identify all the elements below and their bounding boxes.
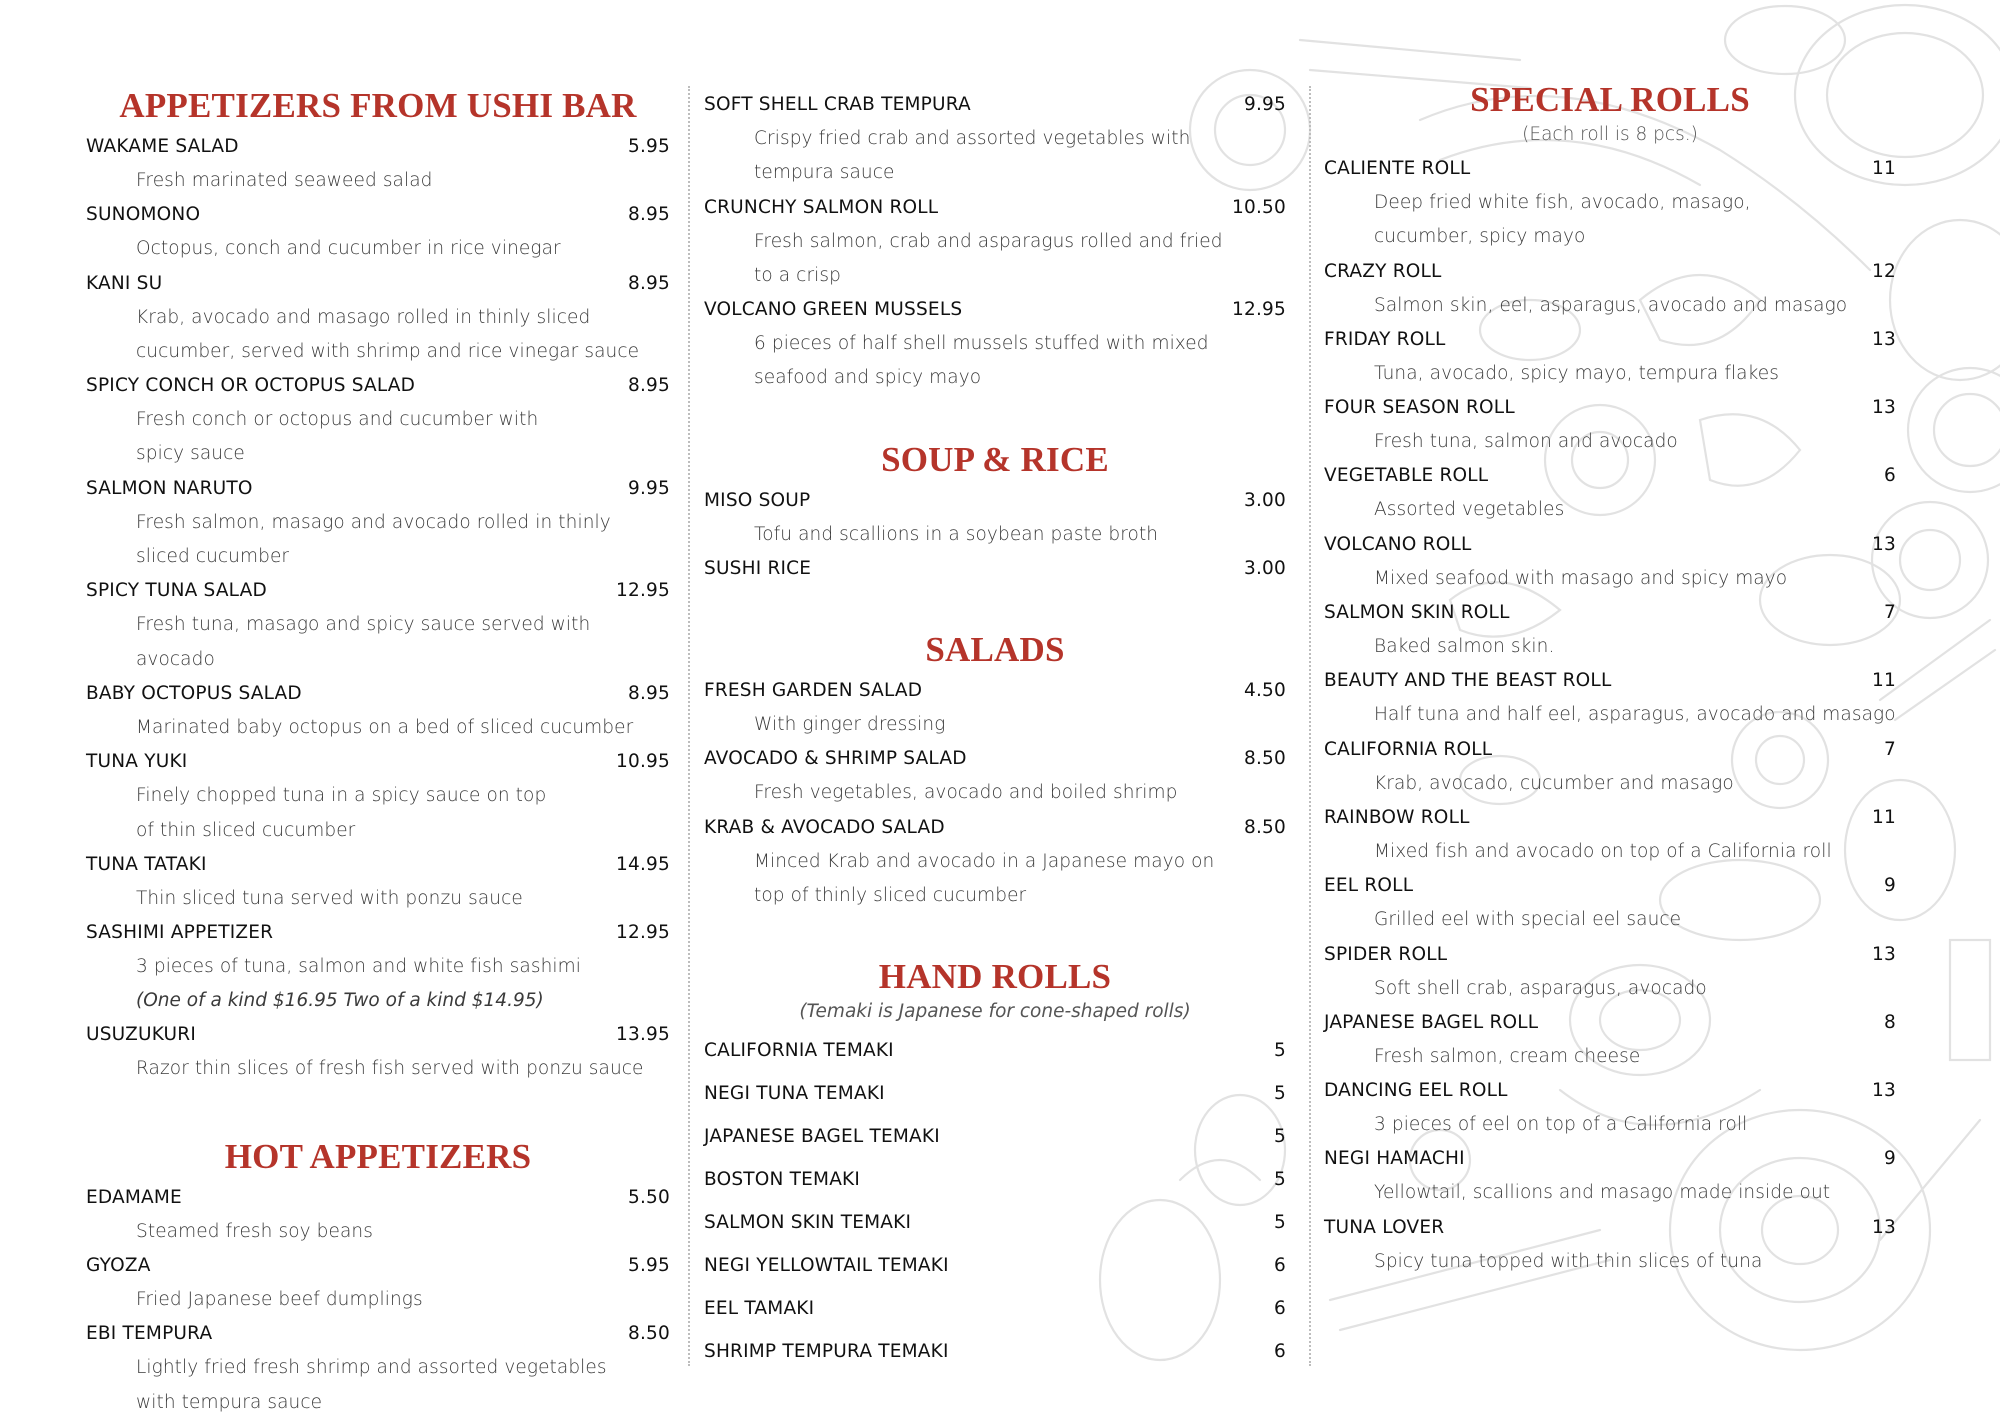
menu-item-description: Razor thin slices of fresh fish served with ponzu sauce bbox=[136, 1058, 644, 1080]
menu-item-price: 13 bbox=[1872, 943, 1896, 965]
menu-item-name: SUNOMONO bbox=[86, 204, 201, 226]
menu-item-name: SALMON SKIN ROLL bbox=[1324, 602, 1510, 624]
menu-item-description: Fresh salmon, masago and avocado rolled in thinly sliced cucumber bbox=[136, 511, 611, 568]
menu-item-price: 5 bbox=[1274, 1169, 1286, 1191]
menu-item-description: Crispy fried crab and assorted vegetables with tempura sauce bbox=[754, 128, 1191, 184]
menu-item-name: CALIENTE ROLL bbox=[1324, 158, 1471, 179]
menu-item-description: Yellowtail, scallions and masago made inside out bbox=[1374, 1182, 1831, 1204]
menu-item bbox=[1324, 938, 1896, 972]
menu-item-name: CALIFORNIA TEMAKI bbox=[704, 1040, 894, 1062]
menu-item-name: JAPANESE BAGEL ROLL bbox=[1324, 1011, 1539, 1033]
menu-item bbox=[704, 1158, 1286, 1201]
section-heading-hand-rolls: HAND ROLLS bbox=[878, 957, 1112, 997]
menu-item-price: 10.95 bbox=[616, 751, 670, 773]
menu-item-name: CRAZY ROLL bbox=[1324, 260, 1442, 282]
menu-item-description: Baked salmon skin. bbox=[1374, 636, 1555, 658]
menu-item-description: Grilled eel with special eel sauce bbox=[1374, 909, 1682, 931]
middle-appetizers-list bbox=[704, 88, 1286, 396]
menu-item bbox=[704, 88, 1286, 122]
section-heading-soup-rice: SOUP & RICE bbox=[881, 439, 1109, 479]
menu-item-name: MISO SOUP bbox=[704, 489, 811, 511]
menu-item-name: EDAMAME bbox=[86, 1186, 182, 1208]
menu-item-price: 8.50 bbox=[1244, 748, 1286, 770]
menu-item bbox=[1324, 323, 1896, 357]
menu-item-price: 5 bbox=[1274, 1040, 1286, 1062]
menu-item-name: TUNA TATAKI bbox=[86, 853, 207, 875]
menu-item-price: 11 bbox=[1872, 806, 1896, 828]
special-rolls-list bbox=[1324, 152, 1896, 1279]
menu-item-description: Spicy tuna topped with thin slices of tuna bbox=[1374, 1250, 1763, 1272]
menu-item-description: Marinated baby octopus on a bed of sliced cucumber bbox=[136, 716, 634, 738]
menu-item-name: SPIDER ROLL bbox=[1324, 943, 1448, 965]
middle-column bbox=[704, 88, 1286, 1373]
menu-item-description: Fresh salmon, crab and asparagus rolled and fried to a crisp bbox=[754, 230, 1223, 286]
menu-item-description: Fresh tuna, masago and spicy sauce served with avocado bbox=[136, 614, 591, 670]
menu-item-description: Fresh vegetables, avocado and boiled shrimp bbox=[754, 782, 1178, 804]
menu-item-price: 5.95 bbox=[628, 1255, 670, 1277]
menu-item bbox=[1324, 664, 1896, 698]
menu-item-price: 13 bbox=[1872, 328, 1896, 350]
salads-list bbox=[704, 674, 1286, 913]
menu-item bbox=[86, 130, 670, 164]
menu-item-price: 3.00 bbox=[1244, 489, 1286, 511]
menu-item-description: Tofu and scallions in a soybean paste broth bbox=[754, 523, 1159, 545]
menu-item-name: SALMON SKIN TEMAKI bbox=[704, 1212, 912, 1234]
menu-item bbox=[1324, 528, 1896, 562]
menu-item bbox=[86, 472, 670, 506]
menu-item-name: SUSHI RICE bbox=[704, 558, 812, 580]
menu-item-description: Half tuna and half eel, asparagus, avocado and masago bbox=[1374, 704, 1896, 726]
menu-item bbox=[1324, 596, 1896, 630]
menu-item-description: Assorted vegetables bbox=[1374, 499, 1565, 521]
menu-item-name: TUNA YUKI bbox=[86, 751, 188, 773]
menu-item-price: 8.50 bbox=[1244, 816, 1286, 838]
menu-item-description: Fresh conch or octopus and cucumber with spicy sauce bbox=[136, 409, 539, 465]
menu-item bbox=[86, 745, 670, 779]
menu-item-name: GYOZA bbox=[86, 1255, 151, 1277]
menu-item-name: NEGI YELLOWTAIL TEMAKI bbox=[704, 1255, 949, 1277]
menu-item-price: 5 bbox=[1274, 1083, 1286, 1105]
menu-item-name: BABY OCTOPUS SALAD bbox=[86, 682, 302, 704]
menu-item bbox=[1324, 733, 1896, 767]
menu-item-name: VOLCANO GREEN MUSSELS bbox=[704, 299, 963, 321]
menu-item-name: SPICY TUNA SALAD bbox=[86, 580, 267, 602]
menu-item-price: 13 bbox=[1872, 533, 1896, 555]
menu-item-description: Krab, avocado and masago rolled in thinly sliced cucumber, served with shrimp and rice vinegar sauce bbox=[136, 306, 640, 362]
menu-item-price: 8.50 bbox=[628, 1323, 670, 1345]
menu-item-subnote: (One of a kind $16.95 Two of a kind $14.95) bbox=[136, 990, 544, 1012]
menu-item-description: Fresh salmon, cream cheese bbox=[1374, 1045, 1641, 1067]
menu-item-description: Fresh tuna, salmon and avocado bbox=[1374, 431, 1678, 453]
menu-item bbox=[86, 1181, 670, 1215]
menu-item-description: Fried Japanese beef dumplings bbox=[136, 1289, 423, 1311]
menu-item bbox=[704, 1287, 1286, 1330]
menu-item-description: Minced Krab and avocado in a Japanese mayo on top of thinly sliced cucumber bbox=[754, 850, 1215, 906]
menu-item-price: 3.00 bbox=[1244, 558, 1286, 580]
menu-item bbox=[704, 191, 1286, 225]
menu-item-name: FRIDAY ROLL bbox=[1324, 328, 1446, 350]
menu-item-price: 8.95 bbox=[628, 272, 670, 294]
column-divider-right bbox=[1309, 86, 1311, 1366]
menu-item-name: EEL TAMAKI bbox=[704, 1298, 815, 1320]
menu-item bbox=[704, 1029, 1286, 1072]
menu-item-description: Fresh marinated seaweed salad bbox=[136, 170, 433, 191]
menu-item-price: 8.95 bbox=[628, 204, 670, 226]
menu-item-name: SASHIMI APPETIZER bbox=[86, 922, 274, 944]
menu-item bbox=[86, 1018, 670, 1052]
menu-item-description: Tuna, avocado, spicy mayo, tempura flakes bbox=[1374, 362, 1779, 384]
menu-item bbox=[1324, 1211, 1896, 1245]
menu-item-price: 6 bbox=[1884, 465, 1896, 487]
menu-item bbox=[704, 1201, 1286, 1244]
left-column bbox=[86, 82, 670, 1420]
menu-item-name: CRUNCHY SALMON ROLL bbox=[704, 196, 939, 218]
menu-item-name: RAINBOW ROLL bbox=[1324, 806, 1470, 828]
menu-item-name: CALIFORNIA ROLL bbox=[1324, 738, 1493, 760]
menu-item-price: 9.95 bbox=[628, 477, 670, 499]
section-heading-special-rolls: SPECIAL ROLLS bbox=[1470, 80, 1750, 119]
menu-item-price: 11 bbox=[1872, 670, 1896, 692]
menu-item-description: Steamed fresh soy beans bbox=[136, 1220, 373, 1242]
menu-item-price: 7 bbox=[1884, 602, 1896, 624]
menu-item-name: VOLCANO ROLL bbox=[1324, 533, 1472, 555]
menu-item-price: 12 bbox=[1872, 260, 1896, 282]
menu-item-name: USUZUKURI bbox=[86, 1024, 196, 1046]
menu-item-price: 9 bbox=[1884, 875, 1896, 897]
menu-item bbox=[1324, 801, 1896, 835]
menu-item-name: BOSTON TEMAKI bbox=[704, 1169, 861, 1191]
menu-item-name: EEL ROLL bbox=[1324, 875, 1414, 897]
menu-item-name: KANI SU bbox=[86, 272, 163, 294]
menu-item bbox=[704, 1330, 1286, 1373]
menu-item bbox=[704, 1115, 1286, 1158]
menu-item-description: 3 pieces of eel on top of a California roll bbox=[1374, 1114, 1748, 1136]
hand-rolls-list bbox=[704, 1029, 1286, 1373]
menu-item-description: Mixed seafood with masago and spicy mayo bbox=[1374, 567, 1788, 589]
menu-item-price: 12.95 bbox=[1232, 299, 1286, 321]
menu-item-name: BEAUTY AND THE BEAST ROLL bbox=[1324, 670, 1612, 692]
menu-item bbox=[704, 1072, 1286, 1115]
menu-item-price: 5 bbox=[1274, 1126, 1286, 1148]
menu-item-description: With ginger dressing bbox=[754, 714, 946, 736]
menu-item bbox=[86, 916, 670, 950]
hand-rolls-note: (Temaki is Japanese for cone-shaped rolls) bbox=[799, 1001, 1191, 1023]
menu-item-description: Thin sliced tuna served with ponzu sauce bbox=[136, 887, 523, 909]
menu-item-description: 6 pieces of half shell mussels stuffed with mixed seafood and spicy mayo bbox=[754, 333, 1209, 389]
menu-item-price: 13.95 bbox=[616, 1024, 670, 1046]
column-divider-left bbox=[688, 86, 690, 1366]
menu-item-price: 13 bbox=[1872, 1080, 1896, 1102]
menu-item bbox=[1324, 152, 1896, 186]
section-heading-appetizers: APPETIZERS FROM USHI BAR bbox=[119, 86, 637, 125]
menu-item-price: 6 bbox=[1274, 1298, 1286, 1320]
menu-item-price: 12.95 bbox=[616, 580, 670, 602]
menu-item-price: 5 bbox=[1274, 1212, 1286, 1234]
menu-item-name: SHRIMP TEMPURA TEMAKI bbox=[704, 1341, 949, 1363]
menu-item bbox=[86, 848, 670, 882]
menu-item-description: Salmon skin, eel, asparagus, avocado and masago bbox=[1374, 294, 1848, 316]
section-heading-salads: SALADS bbox=[925, 630, 1065, 670]
menu-item bbox=[86, 574, 670, 608]
menu-item bbox=[704, 674, 1286, 708]
menu-item-price: 8 bbox=[1884, 1011, 1896, 1033]
menu-item-price: 6 bbox=[1274, 1255, 1286, 1277]
menu-item-description: Krab, avocado, cucumber and masago bbox=[1374, 772, 1734, 794]
menu-item-description: Soft shell crab, asparagus, avocado bbox=[1374, 977, 1707, 999]
menu-item bbox=[704, 484, 1286, 518]
menu-item-price: 11 bbox=[1872, 158, 1896, 179]
menu-item-price: 13 bbox=[1872, 397, 1896, 419]
menu-item-name: FOUR SEASON ROLL bbox=[1324, 397, 1515, 419]
menu-item-description: 3 pieces of tuna, salmon and white fish sashimi bbox=[136, 956, 581, 978]
menu-item-price: 10.50 bbox=[1232, 196, 1286, 218]
menu-item-name: FRESH GARDEN SALAD bbox=[704, 680, 923, 702]
special-rolls-note: (Each roll is 8 pcs.) bbox=[1522, 124, 1698, 145]
menu-item-price: 6 bbox=[1274, 1341, 1286, 1363]
menu-item-price: 5.95 bbox=[628, 136, 670, 157]
menu-item-name: SALMON NARUTO bbox=[86, 477, 253, 499]
menu-item-price: 13 bbox=[1872, 1216, 1896, 1238]
menu-item bbox=[704, 811, 1286, 845]
section-heading-hot-appetizers: HOT APPETIZERS bbox=[224, 1136, 532, 1176]
menu-item-price: 8.95 bbox=[628, 375, 670, 397]
menu-item bbox=[86, 1249, 670, 1283]
menu-item bbox=[704, 742, 1286, 776]
menu-item-name: WAKAME SALAD bbox=[86, 136, 239, 157]
menu-item-name: TUNA LOVER bbox=[1324, 1216, 1445, 1238]
menu-item bbox=[86, 267, 670, 301]
menu-item-price: 14.95 bbox=[616, 853, 670, 875]
hot-appetizers-list bbox=[86, 1181, 670, 1420]
menu-item-name: JAPANESE BAGEL TEMAKI bbox=[704, 1126, 940, 1148]
menu-item-price: 7 bbox=[1884, 738, 1896, 760]
menu-item-description: Finely chopped tuna in a spicy sauce on top of thin sliced cucumber bbox=[136, 785, 547, 841]
menu-item-description: Octopus, conch and cucumber in rice vinegar bbox=[136, 238, 561, 260]
right-column bbox=[1324, 76, 1896, 1279]
menu-item-price: 9.95 bbox=[1244, 94, 1286, 115]
menu-item-name: EBI TEMPURA bbox=[86, 1323, 213, 1345]
menu-item-description: Lightly fried fresh shrimp and assorted vegetables with tempura sauce bbox=[136, 1357, 607, 1413]
menu-item bbox=[704, 1244, 1286, 1287]
menu-item-name: VEGETABLE ROLL bbox=[1324, 465, 1489, 487]
menu-item-description: Deep fried white fish, avocado, masago, cucumber, spicy mayo bbox=[1374, 192, 1751, 248]
menu-item bbox=[1324, 1142, 1896, 1176]
menu-item bbox=[1324, 1006, 1896, 1040]
menu-item-name: KRAB & AVOCADO SALAD bbox=[704, 816, 945, 838]
soup-rice-list bbox=[704, 484, 1286, 586]
menu-item bbox=[86, 677, 670, 711]
menu-item-description: Mixed fish and avocado on top of a California roll bbox=[1374, 840, 1832, 862]
menu-item-name: DANCING EEL ROLL bbox=[1324, 1080, 1508, 1102]
menu-item bbox=[1324, 459, 1896, 493]
menu-item bbox=[86, 369, 670, 403]
menu-item-price: 8.95 bbox=[628, 682, 670, 704]
menu-item-name: NEGI TUNA TEMAKI bbox=[704, 1083, 885, 1105]
menu-item-price: 5.50 bbox=[628, 1186, 670, 1208]
menu-item bbox=[86, 198, 670, 232]
menu-item bbox=[1324, 255, 1896, 289]
menu-item-price: 12.95 bbox=[616, 922, 670, 944]
menu-item-name: SPICY CONCH OR OCTOPUS SALAD bbox=[86, 375, 416, 397]
menu-item bbox=[1324, 869, 1896, 903]
appetizers-list bbox=[86, 130, 670, 1087]
menu-item-name: NEGI HAMACHI bbox=[1324, 1148, 1465, 1170]
menu-item bbox=[1324, 391, 1896, 425]
menu-item bbox=[86, 1317, 670, 1351]
menu-item-price: 9 bbox=[1884, 1148, 1896, 1170]
menu-item-name: AVOCADO & SHRIMP SALAD bbox=[704, 748, 967, 770]
menu-item-name: SOFT SHELL CRAB TEMPURA bbox=[704, 94, 971, 115]
menu-item bbox=[1324, 1074, 1896, 1108]
menu-item bbox=[704, 293, 1286, 327]
menu-item bbox=[704, 552, 1286, 586]
menu-item-price: 4.50 bbox=[1244, 680, 1286, 702]
